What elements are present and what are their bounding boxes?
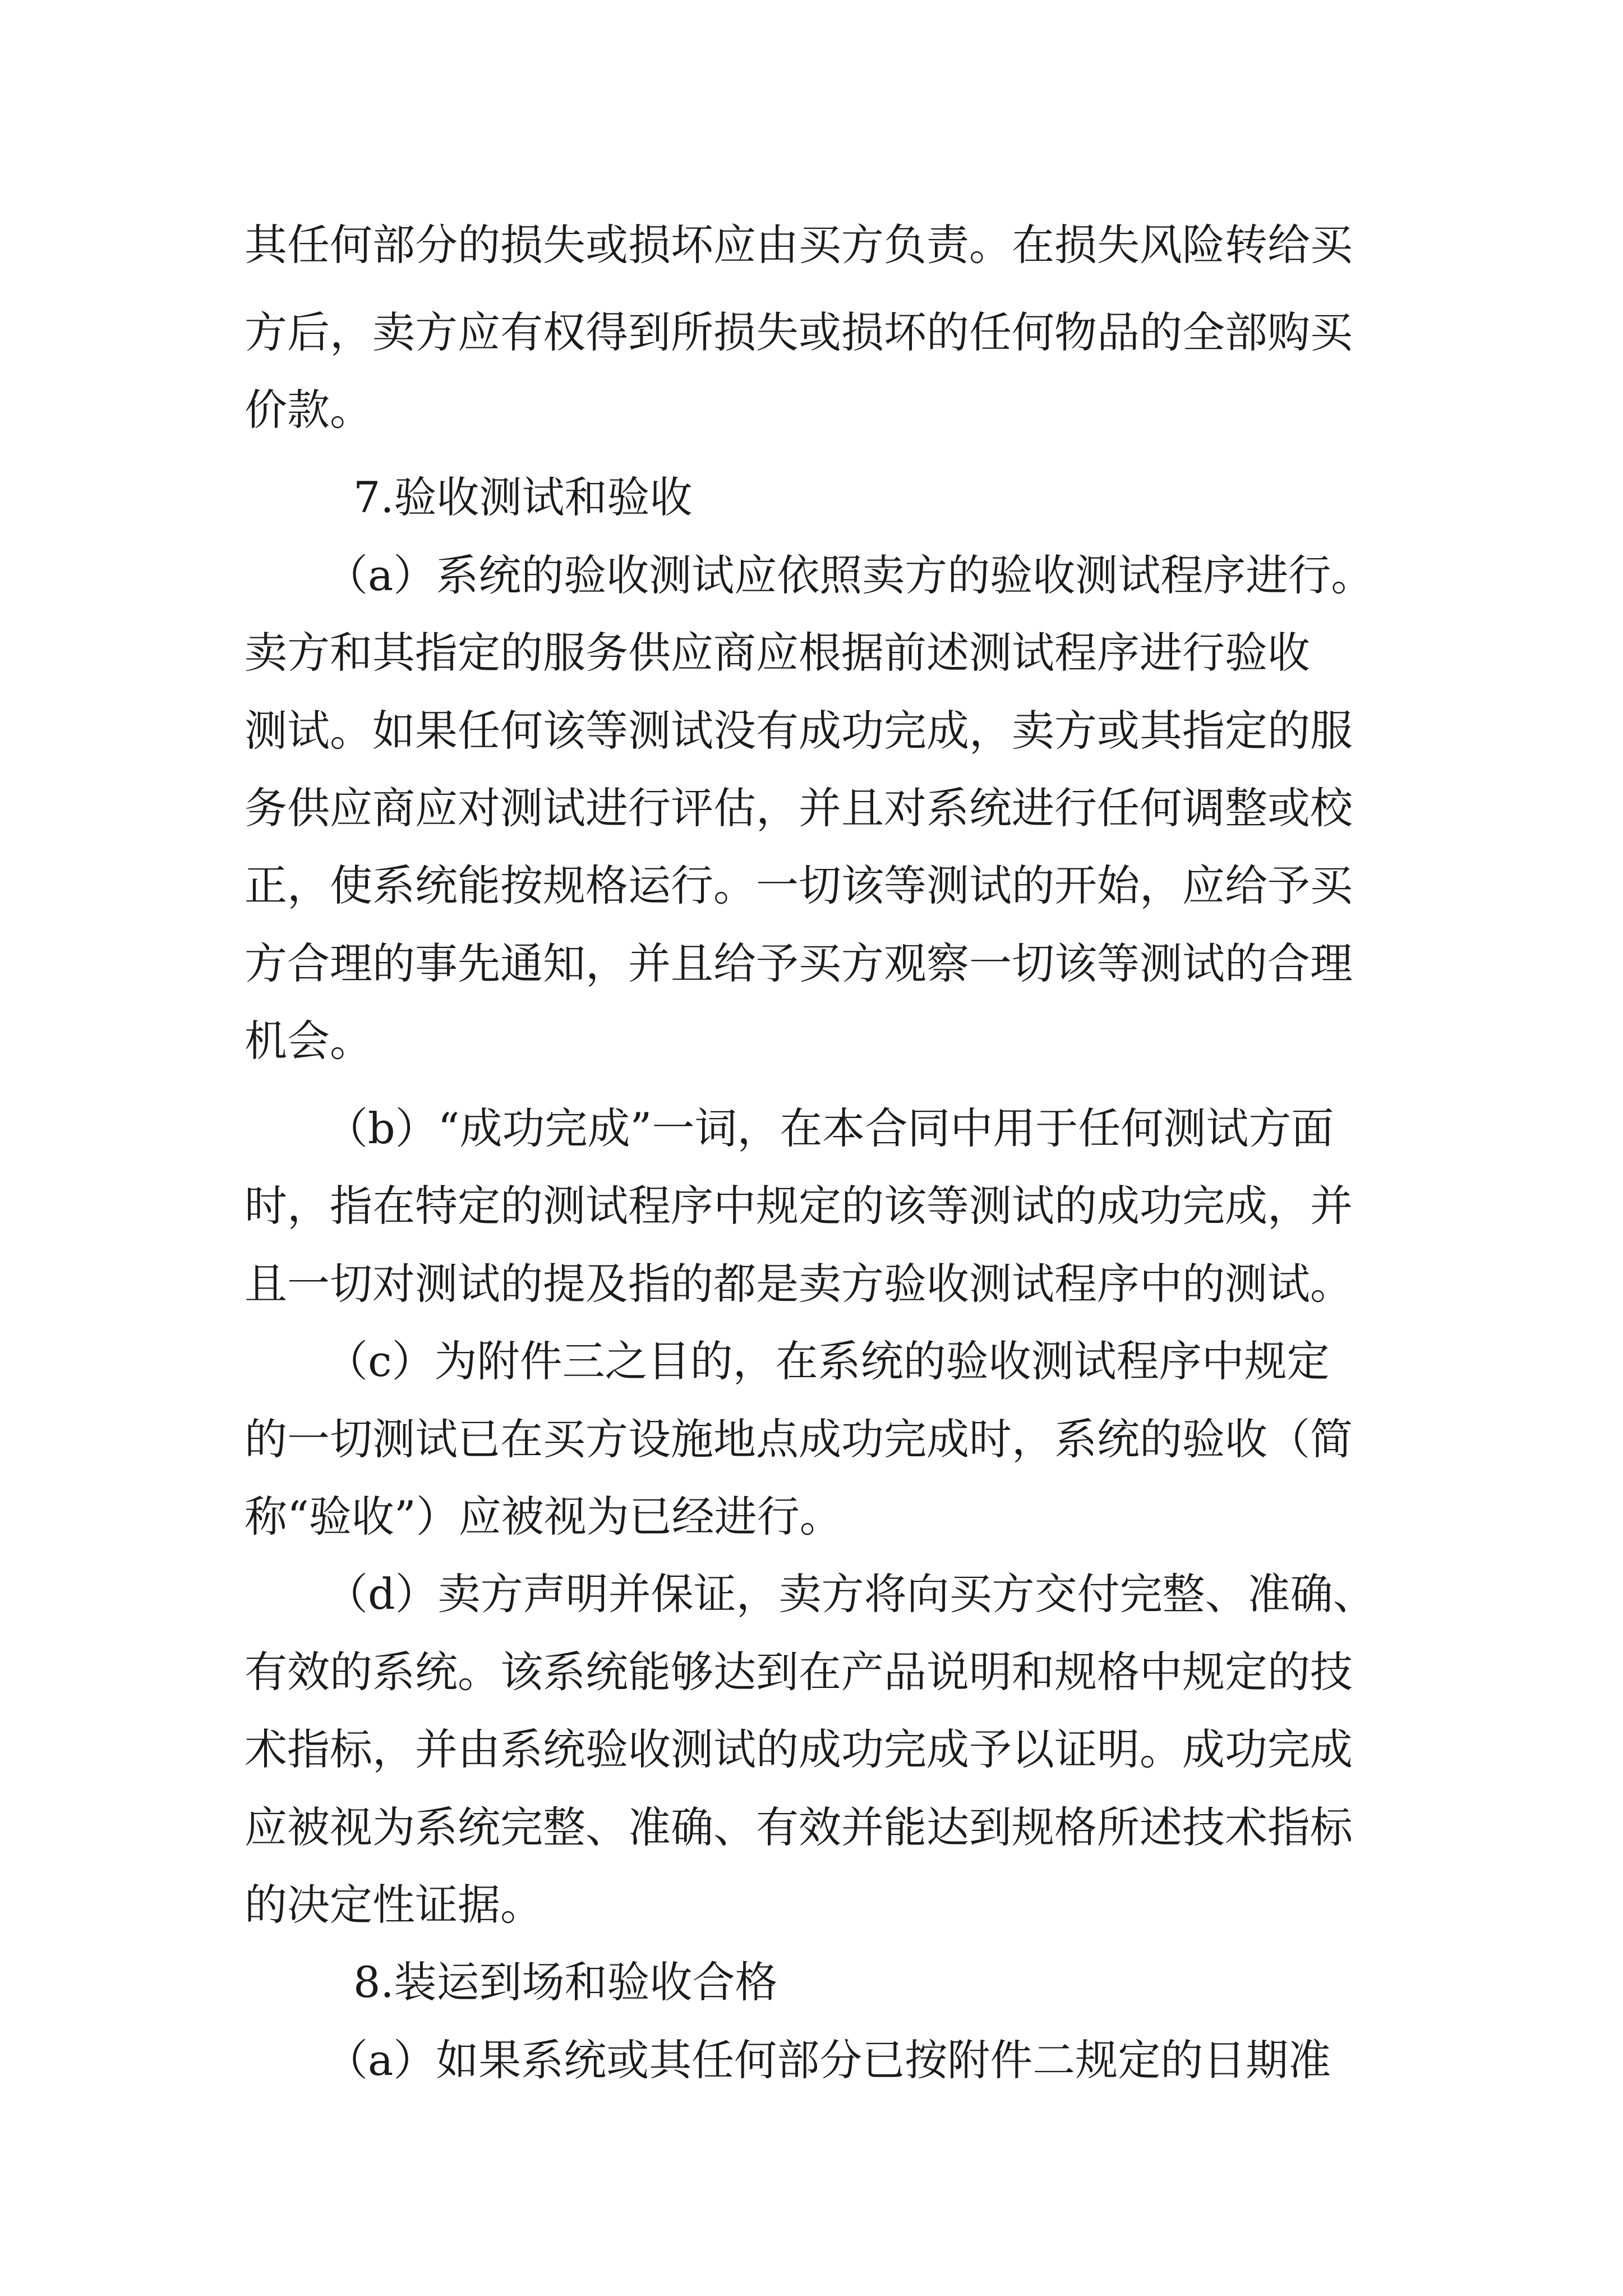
text-line: （b）“成功完成”一词，在本合同中用于任何测试方面: [325, 1103, 1334, 1153]
text-line: 其任何部分的损失或损坏应由买方负责。在损失风险转给买: [245, 220, 1353, 270]
text-line: 机会。: [245, 1016, 372, 1066]
text-line: 时，指在特定的测试程序中规定的该等测试的成功完成，并: [245, 1181, 1353, 1231]
text-line: （c）为附件三之目的，在系统的验收测试程序中规定: [325, 1336, 1330, 1386]
text-line: 测试。如果任何该等测试没有成功完成，卖方或其指定的服: [245, 706, 1353, 756]
text-line: （a）如果系统或其任何部分已按附件二规定的日期准: [325, 2035, 1331, 2085]
section-heading: 7.验收测试和验收: [353, 472, 693, 522]
text-line: 且一切对测试的提及指的都是卖方验收测试程序中的测试。: [245, 1259, 1353, 1309]
text-line: 应被视为系统完整、准确、有效并能达到规格所述技术指标: [245, 1802, 1353, 1852]
text-line: 有效的系统。该系统能够达到在产品说明和规格中规定的技: [245, 1647, 1353, 1697]
text-line: 卖方和其指定的服务供应商应根据前述测试程序进行验收: [245, 628, 1310, 678]
text-line: 正，使系统能按规格运行。一切该等测试的开始，应给予买: [245, 861, 1353, 910]
text-line: （a）系统的验收测试应依照卖方的验收测试程序进行。: [325, 550, 1374, 600]
text-line: 方合理的事先通知，并且给予买方观察一切该等测试的合理: [245, 938, 1353, 988]
section-heading: 8.装运到场和验收合格: [353, 1957, 778, 2007]
text-line: 的一切测试已在买方设施地点成功完成时，系统的验收（简: [245, 1414, 1353, 1464]
text-line: 术指标，并由系统验收测试的成功完成予以证明。成功完成: [245, 1724, 1353, 1774]
text-line: 的决定性证据。: [245, 1880, 543, 1930]
text-line: 务供应商应对测试进行评估，并且对系统进行任何调整或校: [245, 783, 1353, 833]
text-line: 方后，卖方应有权得到所损失或损坏的任何物品的全部购买: [245, 307, 1353, 357]
text-line: 称“验收”）应被视为已经进行。: [245, 1492, 842, 1542]
text-line: 价款。: [245, 385, 372, 435]
text-line: （d）卖方声明并保证，卖方将向买方交付完整、准确、: [325, 1569, 1376, 1619]
